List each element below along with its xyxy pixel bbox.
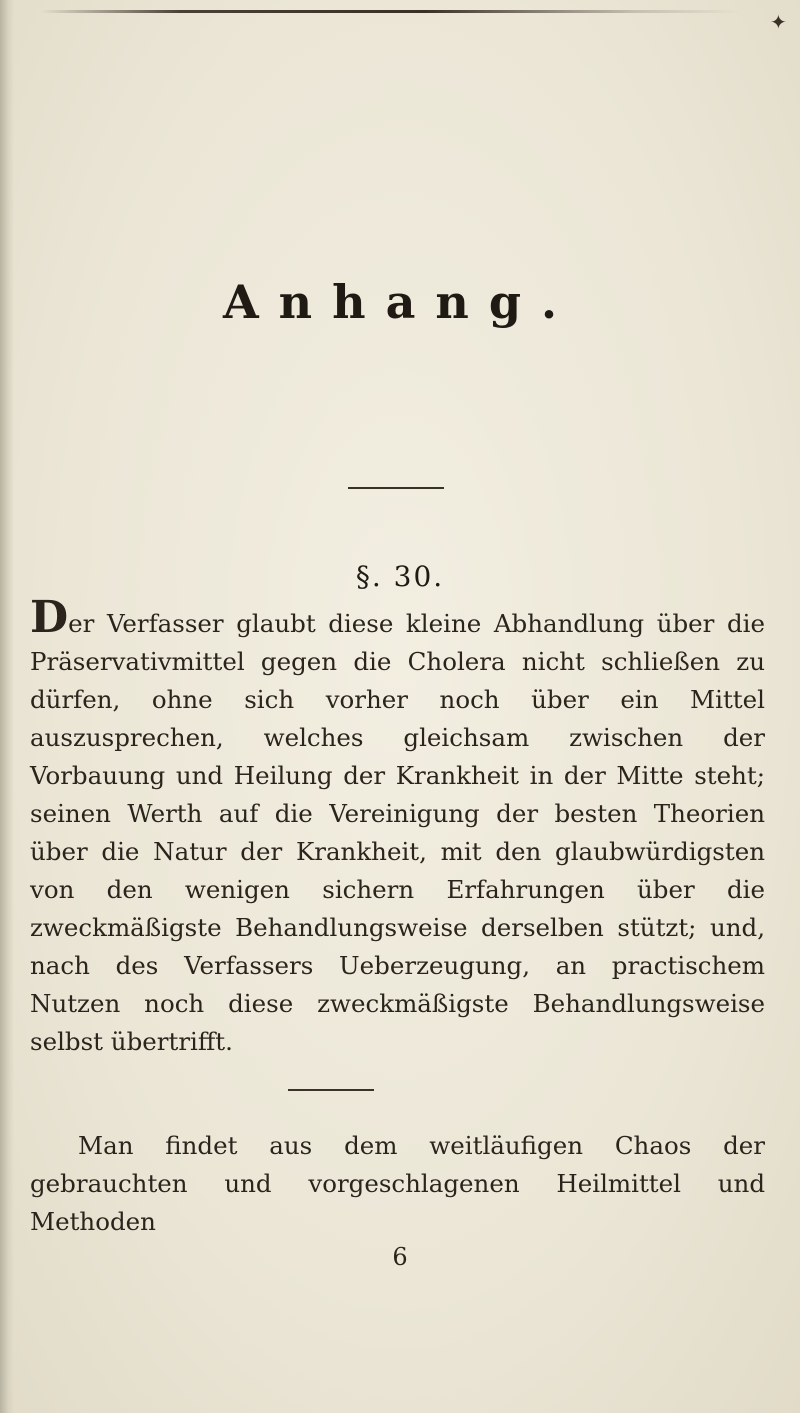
heading-divider (348, 487, 444, 489)
top-edge-line (40, 10, 740, 13)
paragraph-1-text: er Verfasser glaubt diese kleine Abhandlung über die Präservativmittel gegen die Cholera nicht schließen zu dürfen, ohne sich vorher noch über ein Mittel auszusprechen, welches gleichsam zwischen der Vorbauung und Heilung der Krankheit in der Mitte steht; seinen Werth auf die Vereinigung der besten Theorien über die Natur der Krankheit, mit den glaubwürdigsten von den wenigen sichern Erfahrungen über die zweckmäßigste Behandlungsweise derselben stützt; und, nach des Verfassers Ueberzeugung, an practischem Nutzen noch diese zweckmäßigste Behandlungsweise selbst übertrifft. (30, 609, 765, 1056)
section-number: §. 30. (355, 560, 445, 593)
paragraph-1 (30, 592, 765, 1061)
paragraph-divider (288, 1089, 374, 1091)
page-heading: Anhang. (222, 275, 577, 329)
page-number: 6 (392, 1243, 408, 1271)
corner-mark: ✦ (770, 10, 787, 34)
paragraph-2: Man findet aus dem weitläufigen Chaos der gebrauchten und vorgeschlagenen Heilmittel und Methoden (30, 1131, 765, 1236)
binding-shadow (0, 0, 14, 1413)
drop-cap: D (30, 592, 69, 643)
